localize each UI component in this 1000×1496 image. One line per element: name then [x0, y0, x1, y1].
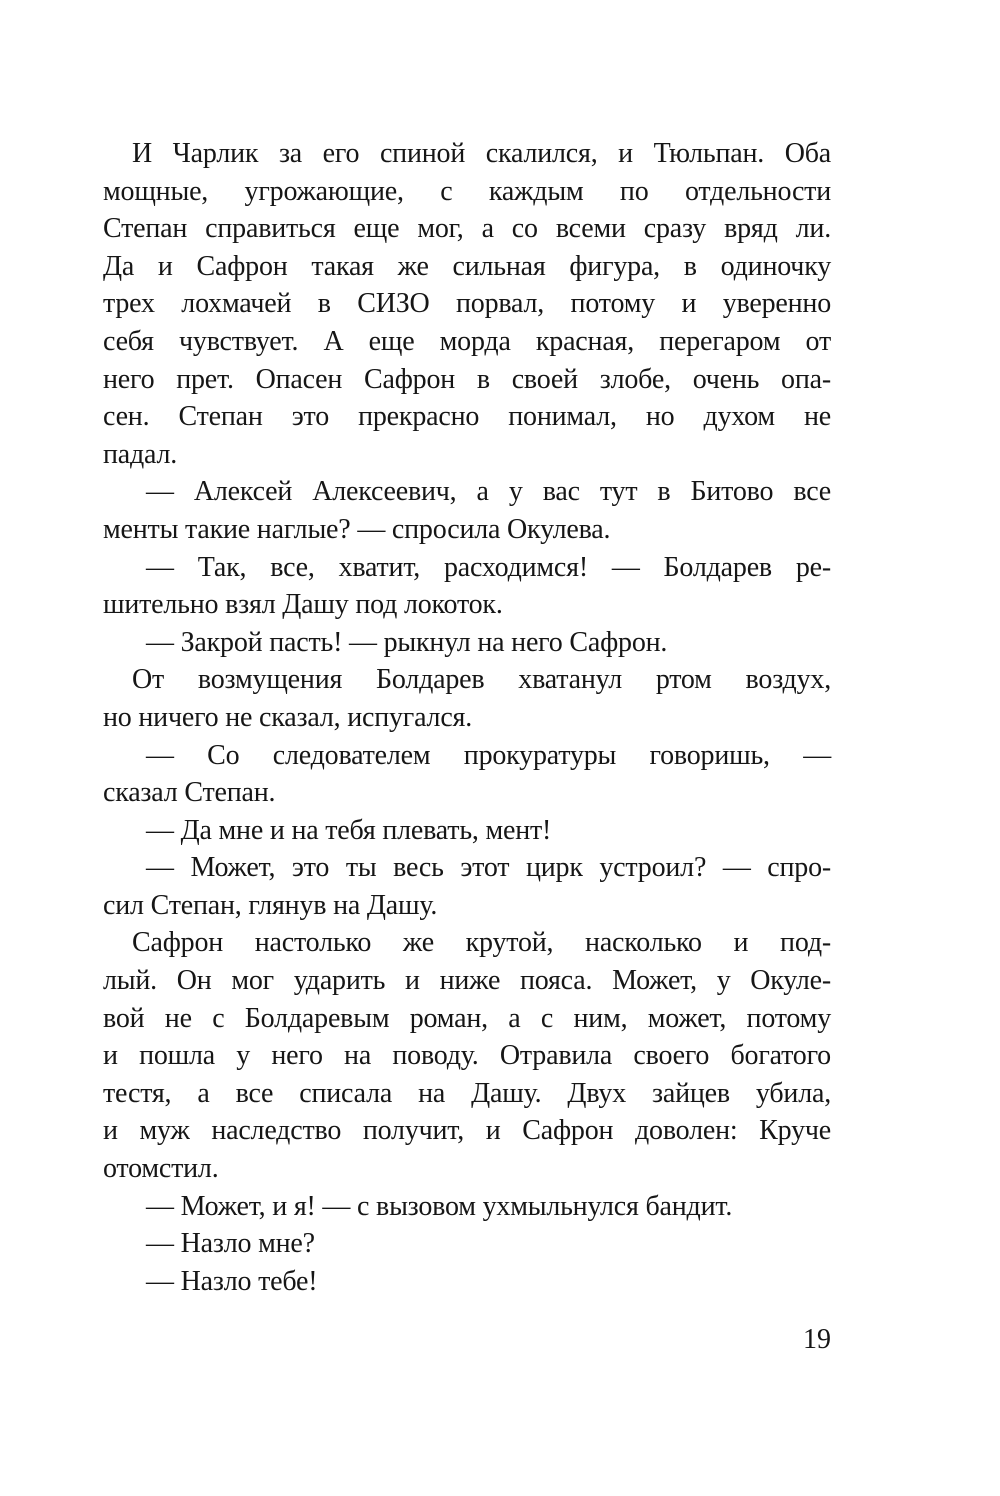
text-line: От возмущения Болдарев хватанул ртом воздух,	[132, 664, 831, 696]
text-line: но ничего не сказал, испугался.	[103, 701, 473, 733]
body-text	[103, 135, 831, 1300]
text-line: менты такие наглые? — спросила Окулева.	[103, 513, 611, 545]
text-line: мощные, угрожающие, с каждым по отдельности	[103, 175, 831, 207]
text-line: и пошла у него на поводу. Отравила своего богатого	[103, 1040, 831, 1072]
text-line: шительно взял Дашу под локоток.	[103, 589, 503, 621]
text-line: отомстил.	[103, 1153, 219, 1185]
text-line: — Алексей Алексеевич, а у вас тут в Битово все	[146, 476, 831, 508]
page-number: 19	[803, 1324, 831, 1355]
text-line: Сафрон настолько же крутой, насколько и под-	[132, 927, 831, 959]
text-line: — Закрой пасть! — рыкнул на него Сафрон.	[146, 626, 668, 658]
text-line: И Чарлик за его спиной скалился, и Тюльпан. Оба	[132, 138, 831, 169]
text-line: Степан справиться еще мог, а со всеми сразу вряд ли.	[103, 213, 831, 245]
text-line: трех лохмачей в СИЗО порвал, потому и уверенно	[103, 288, 831, 320]
text-line: — Так, все, хватит, расходимся! — Болдарев ре-	[146, 551, 831, 583]
text-line: сен. Степан это прекрасно понимал, но духом не	[103, 401, 831, 433]
text-line: — Назло тебе!	[146, 1265, 318, 1297]
text-line: сказал Степан.	[103, 777, 276, 809]
text-line: Да и Сафрон такая же сильная фигура, в одиночку	[103, 250, 831, 282]
text-line: сил Степан, глянув на Дашу.	[103, 889, 438, 921]
text-line: лый. Он мог ударить и ниже пояса. Может, у Окуле-	[103, 965, 831, 997]
text-line: падал.	[103, 438, 178, 470]
text-line: — Может, и я! — с вызовом ухмыльнулся бандит.	[146, 1190, 733, 1222]
text-line: — Может, это ты весь этот цирк устроил? — спро-	[146, 852, 831, 884]
text-line: — Назло мне?	[146, 1228, 315, 1260]
text-line: — Да мне и на тебя плевать, мент!	[146, 814, 552, 846]
text-line: себя чувствует. А еще морда красная, перегаром от	[103, 325, 831, 357]
text-line: него прет. Опасен Сафрон в своей злобе, очень опа-	[103, 363, 831, 395]
text-line: тестя, а все списала на Дашу. Двух зайцев убила,	[103, 1077, 831, 1109]
text-line: вой не с Болдаревым роман, а с ним, может, потому	[103, 1002, 831, 1034]
text-line: и муж наследство получит, и Сафрон доволен: Круче	[103, 1115, 831, 1147]
text-line: — Со следователем прокуратуры говоришь, —	[146, 739, 831, 771]
